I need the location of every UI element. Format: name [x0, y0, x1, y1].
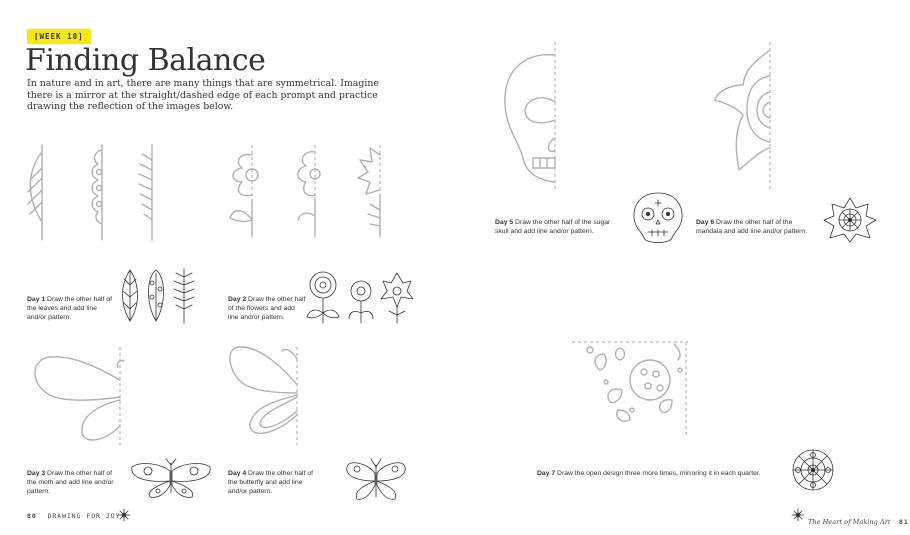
flower-ornament-icon	[118, 509, 130, 521]
day5-label: Day 5	[495, 219, 514, 226]
day2-flower-prompts	[220, 140, 410, 245]
butterfly-example-illustration	[343, 455, 409, 501]
day1-caption	[27, 295, 112, 323]
day4-label: Day 4	[228, 470, 247, 477]
day3-text: Draw the other half of the moth and add line and/or pattern.	[27, 470, 114, 496]
day5-caption	[495, 218, 623, 236]
chapter-title: The Heart of Making Art	[808, 518, 891, 526]
day6-mandala-prompt	[695, 40, 780, 195]
week-tag: [WEEK 10]	[27, 29, 91, 44]
day2-text: Draw the other half of the flowers and add line and/or pattern.	[228, 296, 306, 322]
intro-text: In nature and in art, there are many things that are symmetrical. Imagine there is a mirror at the straight/dashed edge of each prompt and practice drawing the reflection of the images below.	[27, 78, 379, 113]
page-number-right: 81	[899, 518, 909, 526]
day3-moth-prompt	[20, 345, 130, 450]
day1-text: Draw the other half of the leaves and add line and/or pattern.	[27, 296, 113, 322]
footer-left	[27, 512, 120, 520]
day7-caption	[537, 469, 782, 478]
day6-label: Day 6	[696, 219, 715, 226]
page-number-left: 80	[27, 512, 37, 520]
book-title: DRAWING FOR JOY	[47, 512, 121, 520]
flowers-example-illustration	[305, 265, 415, 327]
day5-text: Draw the other half of the sugar skull and add line and/or pattern.	[495, 219, 611, 236]
day4-text: Draw the other half of the butterfly and add line and/or pattern.	[228, 470, 314, 496]
leaves-example-illustration	[118, 265, 204, 325]
day5-skull-prompt	[495, 40, 565, 195]
day1-leaf-prompts	[20, 140, 170, 245]
moth-example-illustration	[130, 457, 212, 499]
day6-text: Draw the other half of the mandala and add line and/or pattern.	[696, 219, 808, 236]
day6-caption	[696, 218, 814, 236]
day1-label: Day 1	[27, 296, 46, 303]
day4-caption	[228, 469, 323, 497]
day2-label: Day 2	[228, 296, 247, 303]
open-design-example-illustration	[790, 447, 836, 493]
day3-caption	[27, 469, 117, 497]
day3-label: Day 3	[27, 470, 46, 477]
day2-caption	[228, 295, 306, 323]
footer-right	[808, 511, 909, 529]
sugar-skull-example-illustration	[630, 190, 686, 248]
flower-ornament-icon	[792, 509, 804, 521]
day7-text: Draw the open design three more times, mirroring it in each quarter.	[557, 470, 761, 477]
day7-open-design-prompt	[570, 340, 690, 440]
day4-butterfly-prompt	[220, 345, 330, 450]
day7-label: Day 7	[537, 470, 556, 477]
mandala-example-illustration	[822, 196, 878, 242]
page-title: Finding Balance	[25, 43, 266, 78]
